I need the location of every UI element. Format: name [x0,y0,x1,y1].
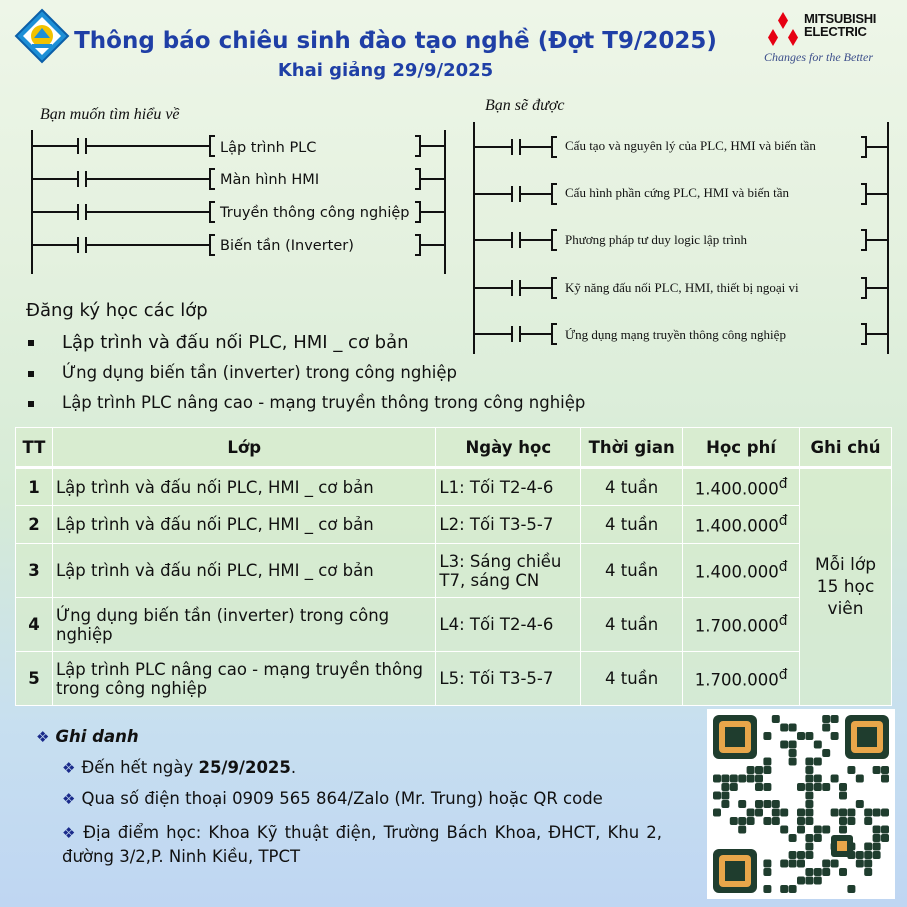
ladder-left-rung-3: Truyền thông công nghiệp [220,205,410,221]
brand-tagline: Changes for the Better [764,50,873,64]
ladder-right-rung-1: Cấu tạo và nguyên lý của PLC, HMI và biến tần [565,138,816,153]
enroll-location: ❖ Địa điểm học: Khoa Kỹ thuật điện, Trường Bách Khoa, ĐHCT, Khu 2, đường 3/2,P. Ninh Kiều, TPCT [62,823,662,866]
header-duration: Thời gian [581,428,683,468]
header-fee: Học phí [683,428,800,468]
enroll-contact: ❖ Qua số điện thoại 0909 565 864/Zalo (Mr. Trung) hoặc QR code [62,789,603,808]
ladder-right-rung-3: Phương pháp tư duy logic lập trình [565,232,748,247]
square-bullet-icon [28,401,34,407]
ladder-left-rung-4: Biến tần (Inverter) [220,238,354,254]
diamond-bullet-icon: ❖ [62,790,76,808]
ladder-right-rung-4: Kỹ năng đấu nối PLC, HMI, thiết bị ngoại vi [565,280,799,295]
diamond-bullet-icon: ❖ [36,728,50,746]
ladder-left-label: Bạn muốn tìm hiểu về [40,106,180,123]
schedule-table [15,427,892,706]
table-header-row [16,428,892,468]
page-title: Thông báo chiêu sinh đào tạo nghề (Đợt T9/2025) [74,28,717,54]
table-note: Mỗi lớp 15 học viên [800,468,892,706]
ladder-left-rung-2: Màn hình HMI [220,172,320,188]
table-row: 4 Ứng dụng biến tần (inverter) trong công nghiệp L4: Tối T2-4-6 4 tuần $1.700.000^đ$ [16,598,892,652]
enroll-deadline: ❖ Đến hết ngày 25/9/2025. [62,758,297,777]
header-tt: TT [16,428,53,468]
course-item-2: Ứng dụng biến tần (inverter) trong công nghiệp [28,363,457,382]
table-row: 5 Lập trình PLC nâng cao - mạng truyền thông trong công nghiệp L5: Tối T3-5-7 4 tuần $1.700.000^đ$ [16,652,892,706]
ladder-left-rung-1: Lập trình PLC [220,140,317,156]
diamond-bullet-icon: ❖ [62,759,76,777]
header-note: Ghi chú [800,428,892,468]
diamond-bullet-icon: ❖ [62,824,78,842]
ladder-right-rung-5: Ứng dụng mạng truyền thông công nghiệp [565,327,786,342]
page-subtitle: Khai giảng 29/9/2025 [277,60,494,81]
course-item-3: Lập trình PLC nâng cao - mạng truyền thông trong công nghiệp [28,393,585,412]
square-bullet-icon [28,340,34,346]
brand-name: MITSUBISHI ELECTRIC [804,11,877,39]
enroll-title: ❖ Ghi danh [36,727,139,746]
header-days: Ngày học [436,428,581,468]
qr-code-icon[interactable] [707,709,895,899]
mitsubishi-logo [762,12,897,68]
table-row: 1 Lập trình và đấu nối PLC, HMI _ cơ bản L1: Tối T2-4-6 4 tuần $1.400.000^đ$ Mỗi lớp 15 học viên [16,468,892,506]
header-class: Lớp [52,428,435,468]
square-bullet-icon [28,371,34,377]
ladder-right-label: Bạn sẽ được [485,97,565,114]
table-row: 3 Lập trình và đấu nối PLC, HMI _ cơ bản L3: Sáng chiều T7, sáng CN 4 tuần $1.400.000^đ$ [16,544,892,598]
registration-title: Đăng ký học các lớp [26,300,208,321]
table-row: 2 Lập trình và đấu nối PLC, HMI _ cơ bản L2: Tối T3-5-7 4 tuần $1.400.000^đ$ [16,506,892,544]
mitsubishi-diamonds-icon [764,12,802,46]
ladder-right-rung-2: Cấu hình phần cứng PLC, HMI và biến tần [565,185,790,200]
course-item-1: Lập trình và đấu nối PLC, HMI _ cơ bản [28,332,409,353]
